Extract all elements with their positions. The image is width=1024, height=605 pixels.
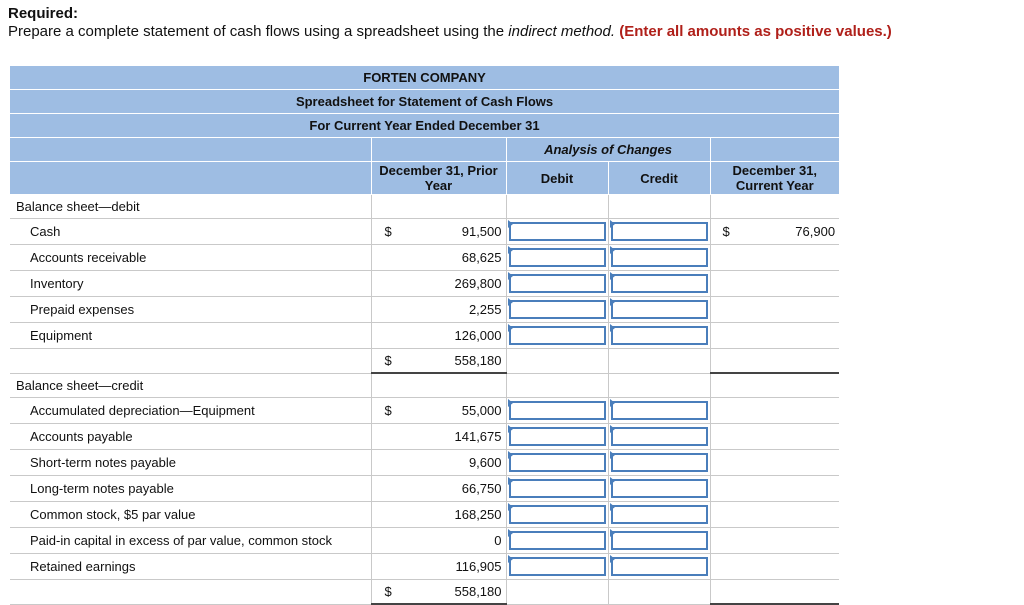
current-year-amount — [732, 528, 839, 554]
credit-cell — [608, 502, 710, 528]
credit-cell — [608, 450, 710, 476]
credit-cell — [608, 323, 710, 349]
debit-input[interactable] — [509, 274, 606, 293]
dollar-sign — [371, 450, 393, 476]
section-label: Balance sheet—credit — [10, 373, 371, 398]
dollar-sign: $ — [371, 398, 393, 424]
credit-input[interactable] — [611, 222, 708, 241]
credit-total-blank — [608, 349, 710, 374]
debit-input[interactable] — [509, 222, 606, 241]
blank — [506, 373, 608, 398]
account-row — [10, 450, 839, 476]
credit-input[interactable] — [611, 401, 708, 420]
spreadsheet-title: Spreadsheet for Statement of Cash Flows — [10, 90, 839, 114]
prior-year-amount: 2,255 — [393, 297, 506, 323]
current-dollar-sign — [710, 297, 732, 323]
dollar-sign — [371, 323, 393, 349]
blank — [732, 373, 839, 398]
debit-cell — [506, 476, 608, 502]
column-header-credit: Credit — [608, 162, 710, 195]
credit-input[interactable] — [611, 326, 708, 345]
account-label: Cash — [10, 219, 371, 245]
debit-input[interactable] — [509, 427, 606, 446]
credit-input[interactable] — [611, 300, 708, 319]
current-dollar-sign — [710, 476, 732, 502]
header-blank-current — [710, 138, 839, 162]
account-row — [10, 245, 839, 271]
blank — [608, 195, 710, 219]
dollar-sign — [371, 554, 393, 580]
credit-input[interactable] — [611, 248, 708, 267]
prior-year-amount: 55,000 — [393, 398, 506, 424]
positive-values-note: (Enter all amounts as positive values.) — [619, 23, 892, 40]
column-header-blank — [10, 162, 371, 195]
credit-total-blank — [608, 580, 710, 605]
header-blank — [10, 138, 371, 162]
account-row — [10, 528, 839, 554]
company-name: FORTEN COMPANY — [10, 66, 839, 90]
total-label-blank — [10, 580, 371, 605]
prior-year-total: 558,180 — [393, 349, 506, 374]
prior-year-amount: 0 — [393, 528, 506, 554]
dollar-sign — [371, 245, 393, 271]
debit-cell — [506, 424, 608, 450]
current-year-total — [732, 349, 839, 374]
credit-input[interactable] — [611, 427, 708, 446]
debit-cell — [506, 398, 608, 424]
dollar-sign — [371, 297, 393, 323]
debit-total-blank — [506, 349, 608, 374]
required-label: Required: — [8, 5, 79, 22]
blank — [393, 195, 506, 219]
prior-year-amount: 68,625 — [393, 245, 506, 271]
prior-year-amount: 9,600 — [393, 450, 506, 476]
account-label: Retained earnings — [10, 554, 371, 580]
debit-input[interactable] — [509, 505, 606, 524]
debit-input[interactable] — [509, 479, 606, 498]
period-label: For Current Year Ended December 31 — [10, 114, 839, 138]
credit-cell — [608, 528, 710, 554]
current-year-amount — [732, 245, 839, 271]
blank — [608, 373, 710, 398]
account-label: Inventory — [10, 271, 371, 297]
instructions-prefix: Prepare a complete statement of cash flows using a spreadsheet using the — [8, 23, 509, 40]
prior-year-amount: 168,250 — [393, 502, 506, 528]
cash-flow-spreadsheet — [10, 66, 839, 605]
current-dollar-sign — [710, 398, 732, 424]
column-header-current: December 31, Current Year — [710, 162, 839, 195]
account-row — [10, 476, 839, 502]
dollar-sign — [371, 424, 393, 450]
current-year-amount — [732, 297, 839, 323]
current-year-amount — [732, 502, 839, 528]
total-row — [10, 349, 839, 374]
current-dollar-sign — [710, 450, 732, 476]
debit-input[interactable] — [509, 326, 606, 345]
account-row — [10, 219, 839, 245]
current-year-amount — [732, 450, 839, 476]
debit-input[interactable] — [509, 401, 606, 420]
credit-cell — [608, 476, 710, 502]
dollar-sign — [371, 271, 393, 297]
column-header-prior: December 31, Prior Year — [371, 162, 506, 195]
account-row — [10, 424, 839, 450]
prior-year-amount: 66,750 — [393, 476, 506, 502]
instructions-text — [8, 23, 892, 40]
current-year-amount — [732, 476, 839, 502]
credit-cell — [608, 398, 710, 424]
prior-year-amount: 91,500 — [393, 219, 506, 245]
debit-cell — [506, 554, 608, 580]
account-label: Accounts payable — [10, 424, 371, 450]
analysis-of-changes-header: Analysis of Changes — [506, 138, 710, 162]
account-label: Prepaid expenses — [10, 297, 371, 323]
account-row — [10, 502, 839, 528]
debit-cell — [506, 219, 608, 245]
debit-cell — [506, 528, 608, 554]
debit-total-blank — [506, 580, 608, 605]
current-total-dollar — [710, 349, 732, 374]
current-dollar-sign — [710, 528, 732, 554]
current-dollar-sign — [710, 502, 732, 528]
current-year-amount — [732, 323, 839, 349]
current-dollar-sign — [710, 245, 732, 271]
credit-input[interactable] — [611, 505, 708, 524]
current-total-dollar — [710, 580, 732, 605]
header-blank-prior — [371, 138, 506, 162]
total-dollar-sign: $ — [371, 349, 393, 374]
blank — [710, 373, 732, 398]
debit-input[interactable] — [509, 557, 606, 576]
debit-input[interactable] — [509, 248, 606, 267]
dollar-sign — [371, 502, 393, 528]
prior-year-amount: 141,675 — [393, 424, 506, 450]
dollar-sign: $ — [371, 219, 393, 245]
account-label: Common stock, $5 par value — [10, 502, 371, 528]
current-year-total — [732, 580, 839, 605]
blank — [506, 195, 608, 219]
account-row — [10, 398, 839, 424]
blank — [710, 195, 732, 219]
account-label: Equipment — [10, 323, 371, 349]
account-label: Paid-in capital in excess of par value, common stock — [10, 528, 371, 554]
debit-cell — [506, 297, 608, 323]
section-label: Balance sheet—debit — [10, 195, 371, 219]
blank — [393, 373, 506, 398]
current-year-amount — [732, 271, 839, 297]
total-label-blank — [10, 349, 371, 374]
account-label: Accumulated depreciation—Equipment — [10, 398, 371, 424]
credit-cell — [608, 554, 710, 580]
debit-cell — [506, 271, 608, 297]
debit-input[interactable] — [509, 531, 606, 550]
current-dollar-sign — [710, 323, 732, 349]
debit-input[interactable] — [509, 300, 606, 319]
account-label: Long-term notes payable — [10, 476, 371, 502]
credit-cell — [608, 297, 710, 323]
account-row — [10, 554, 839, 580]
prior-year-amount: 269,800 — [393, 271, 506, 297]
blank — [371, 373, 393, 398]
column-header-debit: Debit — [506, 162, 608, 195]
credit-input[interactable] — [611, 453, 708, 472]
current-year-amount: 76,900 — [732, 219, 839, 245]
blank — [371, 195, 393, 219]
prior-year-total: 558,180 — [393, 580, 506, 605]
method-name: indirect method. — [508, 23, 616, 40]
current-dollar-sign — [710, 424, 732, 450]
blank — [732, 195, 839, 219]
debit-cell — [506, 323, 608, 349]
credit-input[interactable] — [611, 479, 708, 498]
account-label: Accounts receivable — [10, 245, 371, 271]
current-year-amount — [732, 398, 839, 424]
current-year-amount — [732, 424, 839, 450]
credit-cell — [608, 245, 710, 271]
account-label: Short-term notes payable — [10, 450, 371, 476]
current-dollar-sign — [710, 554, 732, 580]
current-dollar-sign — [710, 271, 732, 297]
debit-cell — [506, 245, 608, 271]
current-dollar-sign: $ — [710, 219, 732, 245]
credit-input[interactable] — [611, 557, 708, 576]
debit-cell — [506, 450, 608, 476]
account-row — [10, 297, 839, 323]
current-year-amount — [732, 554, 839, 580]
prior-year-amount: 116,905 — [393, 554, 506, 580]
dollar-sign — [371, 476, 393, 502]
total-dollar-sign: $ — [371, 580, 393, 605]
credit-cell — [608, 424, 710, 450]
debit-input[interactable] — [509, 453, 606, 472]
debit-cell — [506, 502, 608, 528]
total-row — [10, 580, 839, 605]
prior-year-amount: 126,000 — [393, 323, 506, 349]
account-row — [10, 271, 839, 297]
dollar-sign — [371, 528, 393, 554]
account-row — [10, 323, 839, 349]
credit-cell — [608, 271, 710, 297]
credit-cell — [608, 219, 710, 245]
credit-input[interactable] — [611, 274, 708, 293]
credit-input[interactable] — [611, 531, 708, 550]
